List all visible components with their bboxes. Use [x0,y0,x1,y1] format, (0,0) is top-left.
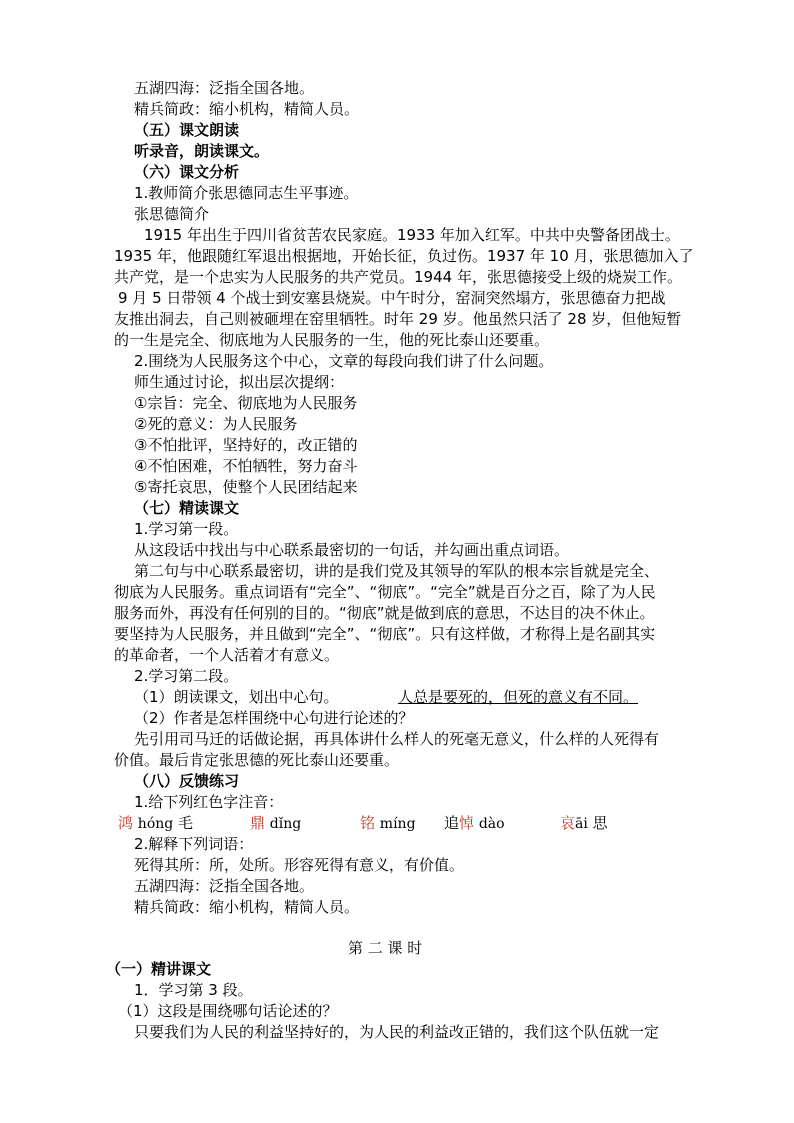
character-rest: 思 [592,814,608,832]
pinyin-item [444,813,505,833]
heading-reading: （五）课文朗读 [134,121,240,139]
analysis-line: 第二句与中心联系最密切，讲的是我们党及其领导的军队的根本宗旨就是完全、 [134,562,660,580]
heading-analysis: （六）课文分析 [134,163,240,181]
pinyin-text: āi [575,816,588,832]
pinyin-item [250,813,301,833]
character-rest: 毛 [178,814,194,832]
definition-wuhu: 五湖四海：泛指全国各地。 [134,79,315,97]
bio-title: 张思德简介 [134,205,210,223]
definition: 精兵简政：缩小机构，精简人员。 [134,898,360,916]
central-sentence: 人总是要死的，但死的意义有不同。 [398,688,639,706]
heading-practice: （八）反馈练习 [134,772,240,790]
lesson-2-title: 第 二 课 时 [348,939,423,957]
pinyin-text: míng [379,816,416,832]
bio-line: 共产党，是一个忠实为人民服务的共产党员。1944 年，张思德接受上级的烧炭工作。 [114,268,682,286]
exercise-1: 1.给下列红色字注音： [134,793,284,811]
analysis-item-1: 1.教师简介张思德同志生平事迹。 [134,184,359,202]
outline-intro: 师生通过讨论，拟出层次提纲： [134,373,345,391]
outline-item: ④不怕困难，不怕牺牲，努力奋斗 [134,457,358,475]
definition-jingbing: 精兵简政：缩小机构，精简人员。 [134,100,360,118]
bio-line: 1935 年，他跟随红军退出根据地，开始长征，负过伤。1937 年 10 月，张思德加入了 [114,247,694,265]
question: （1）这段是围绕哪句话论述的？ [118,1002,338,1020]
bio-line: 1915 年出生于四川省贫苦农民家庭。1933 年加入红军。中共中央警备团战士。 [144,226,680,244]
analysis-line: 彻底为人民服务。重点词语有“完全”、“彻底”。“完全”就是百分之百，除了为人民 [114,583,656,601]
bio-line: 的一生是完全、彻底地为人民服务的一生，他的死比泰山还要重。 [114,331,550,349]
analysis-line: 要坚持为人民服务，并且做到“完全”、“彻底”。只有这样做，才称得上是名副其实 [114,625,656,643]
question-2: （2）作者是怎样围绕中心句进行论述的？ [134,709,414,727]
outline-item: ③不怕批评，坚持好的，改正错的 [134,436,358,454]
red-character: 铭 [360,814,376,832]
pinyin-item [560,813,608,833]
bio-line: 友推出洞去，自己则被砸埋在窑里牺牲。时年 29 岁。他虽然只活了 28 岁，但他短暂 [114,310,682,328]
analysis-item-2: 2.围绕为人民服务这个中心，文章的每段向我们讲了什么问题。 [134,352,554,370]
study-paragraph-1: 1.学习第一段。 [134,520,239,538]
red-character: 鸿 [118,814,134,832]
red-character: 哀 [560,814,576,832]
reading-instruction: 听录音，朗读课文。 [134,142,270,160]
outline-item: ⑤寄托哀思，使整个人民团结起来 [134,478,358,496]
heading-intensive-reading: （一）精讲课文 [106,960,212,978]
analysis-line: 的革命者，一个人活着才有意义。 [114,646,340,664]
pinyin-text: dào [478,816,505,832]
definition: 五湖四海：泛指全国各地。 [134,877,315,895]
red-character: 鼎 [250,814,266,832]
character-pre: 追 [444,814,460,832]
study-paragraph-3: 1．学习第 3 段。 [134,981,253,999]
pinyin-text: dǐng [269,816,302,832]
pinyin-text: hóng [137,816,174,832]
heading-close-reading: （七）精读课文 [134,499,240,517]
outline-item: ②死的意义：为人民服务 [134,415,298,433]
outline-item: ①宗旨：完全、彻底地为人民服务 [134,394,358,412]
question-1: （1）朗读课文，划出中心句。 [134,688,339,706]
exercise-2: 2.解释下列词语： [134,835,254,853]
definition: 死得其所：所，处所。形容死得有意义，有价值。 [134,856,465,874]
red-character: 悼 [459,814,475,832]
bio-line: 9 月 5 日带领 4 个战士到安塞县烧炭。中午时分，窑洞突然塌方，张思德奋力把战 [118,289,666,307]
answer-line: 价值。最后肯定张思德的死比泰山还要重。 [114,751,400,769]
study-task: 从这段话中找出与中心联系最密切的一句话，并勾画出重点词语。 [134,541,570,559]
study-paragraph-2: 2.学习第二段。 [134,667,239,685]
pinyin-item [118,813,193,833]
analysis-line: 服务而外，再没有任何别的目的。“彻底”就是做到底的意思，不达目的决不休止。 [114,604,655,622]
answer-line: 先引用司马迁的话做论据，再具体讲什么样人的死毫无意义，什么样的人死得有 [134,730,660,748]
body-line: 只要我们为人民的利益坚持好的，为人民的利益改正错的，我们这个队伍就一定 [134,1023,660,1041]
pinyin-item [360,813,416,833]
